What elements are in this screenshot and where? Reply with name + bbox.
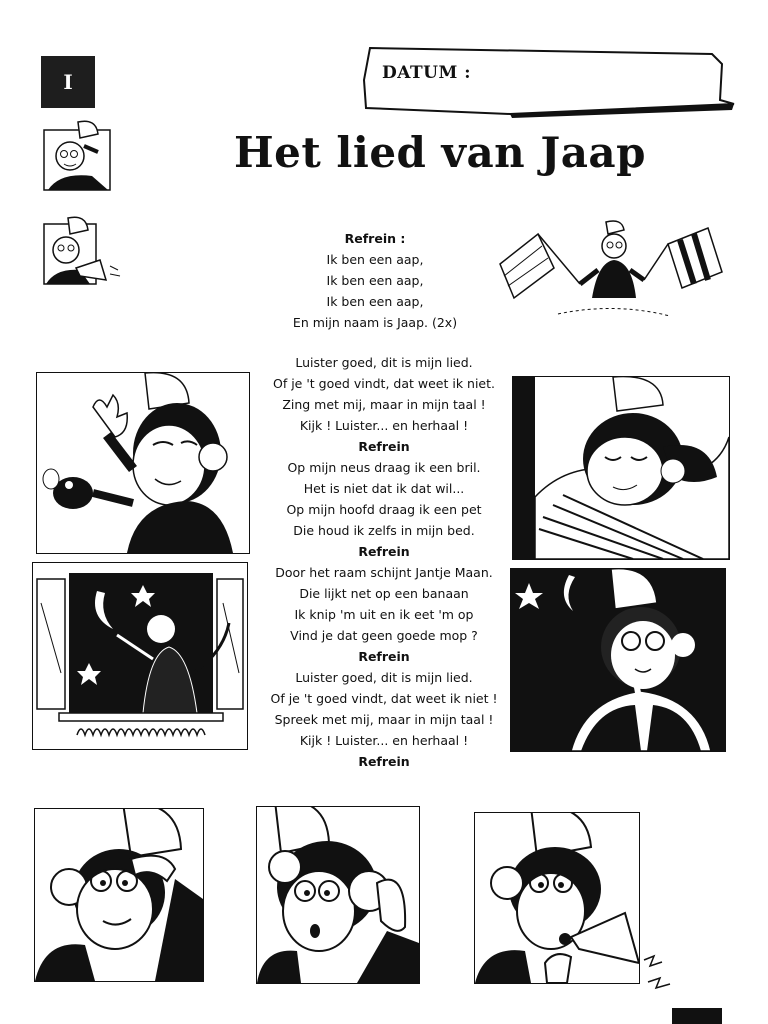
lyrics-line: Die lijkt net op een banaan bbox=[299, 586, 469, 601]
lyrics-refrein: Refrein bbox=[358, 439, 410, 454]
monkey-sleeping-in-bed-illustration bbox=[512, 376, 730, 560]
lyrics-line: Spreek met mij, maar in mijn taal ! bbox=[274, 712, 494, 727]
datum-label: DATUM : bbox=[382, 63, 471, 83]
monkey-listening-illustration bbox=[256, 806, 420, 984]
refrein-line: En mijn naam is Jaap. (2x) bbox=[292, 315, 458, 330]
refrein-block bbox=[270, 228, 480, 333]
lyrics-line: Vind je dat geen goede mop ? bbox=[290, 628, 478, 643]
lyrics-block bbox=[255, 352, 513, 772]
lyrics-line: Of je 't goed vindt, dat weet ik niet ! bbox=[270, 691, 498, 706]
monkey-with-flags-illustration bbox=[494, 218, 728, 324]
monkey-megaphone-illustration bbox=[474, 812, 640, 984]
refrein-line: Ik ben een aap, bbox=[326, 273, 424, 288]
lyrics-line: Op mijn hoofd draag ik een pet bbox=[286, 502, 482, 517]
lyrics-line: Zing met mij, maar in mijn taal ! bbox=[282, 397, 486, 412]
sound-lines-icon bbox=[640, 950, 700, 1000]
lyrics-line: Luister goed, dit is mijn lied. bbox=[295, 670, 473, 685]
refrein-line: Ik ben een aap, bbox=[326, 252, 424, 267]
monkey-at-night-with-moon-illustration bbox=[510, 568, 726, 752]
refrein-line: Ik ben een aap, bbox=[326, 294, 424, 309]
monkey-at-window-moon-illustration bbox=[32, 562, 248, 750]
page-title: Het lied van Jaap bbox=[234, 128, 646, 177]
lyrics-line: Ik knip 'm uit en ik eet 'm op bbox=[294, 607, 474, 622]
page-corner-mark bbox=[672, 1008, 722, 1024]
lyrics-refrein: Refrein bbox=[358, 544, 410, 559]
monkey-waving-with-glasses-illustration bbox=[36, 372, 250, 554]
lyrics-line: Kijk ! Luister... en herhaal ! bbox=[299, 733, 469, 748]
page-number-badge: I bbox=[41, 56, 95, 108]
refrein-heading: Refrein : bbox=[344, 231, 406, 246]
monkey-looking-illustration bbox=[34, 808, 204, 982]
lyrics-line: Door het raam schijnt Jantje Maan. bbox=[275, 565, 493, 580]
lyrics-line: Kijk ! Luister... en herhaal ! bbox=[299, 418, 469, 433]
lyrics-line: Of je 't goed vindt, dat weet ik niet. bbox=[272, 376, 495, 391]
lyrics-refrein: Refrein bbox=[358, 754, 410, 769]
lyrics-line: Luister goed, dit is mijn lied. bbox=[295, 355, 473, 370]
monkey-megaphone-icon bbox=[40, 212, 124, 292]
lyrics-line: Op mijn neus draag ik een bril. bbox=[287, 460, 481, 475]
lyrics-refrein: Refrein bbox=[358, 649, 410, 664]
lyrics-line: Die houd ik zelfs in mijn bed. bbox=[293, 523, 475, 538]
monkey-saluting-icon bbox=[40, 116, 112, 192]
lyrics-line: Het is niet dat ik dat wil... bbox=[303, 481, 465, 496]
